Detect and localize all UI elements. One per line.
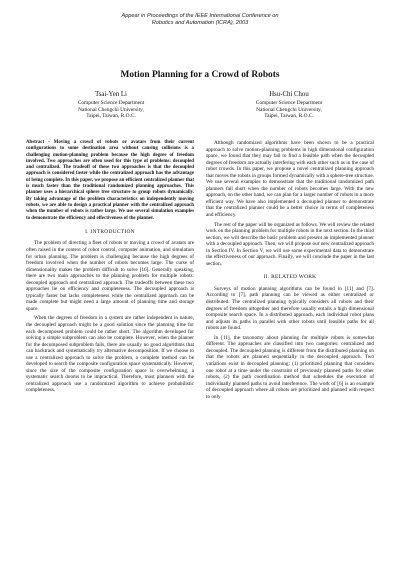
author-name: Hsu-Chi Chou <box>269 91 309 98</box>
venue-line-1: Appear in Proceedings of the IEEE International Conference on <box>121 13 279 19</box>
section-title-introduction: I. INTRODUCTION <box>85 228 135 235</box>
right-column <box>206 140 374 403</box>
author-name: Tsai-Yen Li <box>95 91 127 98</box>
paper-title: Motion Planning for a Crowd of Robots <box>120 70 280 80</box>
abstract-text: Abstract - Moving a crowd of robots or avatars from their current configurations to some destination area without causing collisions is a challenging motion-planning problem because the high degree of freedom involved. Two approaches are often used for this type of problems: decoupled and centralized. The tradeoff of these two approaches is that the decoupled approach is considered faster while the centralized approach has the advantage of being complete. In this paper, we propose an efficient centralized planner that is much faster than the traditional randomized planning approaches. This planner uses a hierarchical sphere tree structure to group robots dynamically. By taking advantage of the problem characteristics on independently moving robots, we are able to design a practical planner with the centralized approach when the number of robots is rather large. We use several simulation examples to demonstrate the efficiency and effectiveness of the planner. <box>26 140 194 221</box>
section-title-related-work: II. RELATED WORK <box>263 274 317 281</box>
abstract <box>26 140 194 222</box>
author-block <box>36 92 364 120</box>
left-column <box>26 140 194 403</box>
paragraph: When the degrees of freedom in a system are rather independent in nature, the decoupled approach might be a good solution since the planning time for each decomposed problem could be rather short. The algorithm developed for solving a simple subproblem can also be complete. However, when the planner for the decomposed subproblem fails, there are usually no good algorithms that can backtrack and systematically try alternative decomposition. If we choose to use a centralized approach to solve the problem, a complete method can be developed to search the composite configuration space systematically. However, since the size of the composite configuration space is overwhelming, a systematic search dooms to be impractical. Therefore, most planners with the centralized approach use a randomized algorithm to achieve probabilistic completeness. <box>26 315 194 394</box>
author-univ: National Chengchi University, <box>256 106 322 113</box>
venue-header <box>0 13 400 27</box>
paragraph: Surveys of motion planning algorithms can be found in [11] and [7]. According to [7], path planning can be viewed as either centralized or distributed. The centralized planning typically considers all robots and their degrees of freedom altogether and therefore usually entails a high dimensional composite search space. In a distributed approach, each individual robot plans and adjusts its paths in parallel with other robots until feasible paths for all robots are found. <box>206 285 374 332</box>
author-2 <box>214 92 364 120</box>
paragraph: In [11], the taxonomy about planning for multiple robots is somewhat different. The approaches are classified into two categories: centralized and decoupled. The decoupled planning is different from the distributed planning on that the robots are planned sequentially in the decoupled approach. Two variations exist in decoupled planning: (1) prioritized planning that considers one robot at a time under the constraint of previously planned paths for other robots, (2) the path coordination method that schedules the execution of individually planned paths to avoid interference. The work of [6] is an example of decoupled approach where all robots are prioritized and planned with respect to only <box>206 334 374 400</box>
paragraph: Although randomized algorithms have been shown to be a practical approach to solve motion-planning problems in high dimensional configuration space, we found that they may fail to find a feasible path when the decoupled degrees of freedom are actually interfering with each other such as in the case of robot crowds. In this paper, we propose a novel centralized planning approach that moves the robots in groups formed dynamically with a sphere-tree structure. We use several examples to demonstrate that the traditional randomized path planners fall short when the number of robots becomes large. With the new approach, on the other hand, we can plan for a larger number of robots in a more efficient way. We have also implemented a decoupled planner to demonstrate that the centralized planner could be a better choice in terms of completeness and efficiency. <box>206 140 374 219</box>
author-location: Taipei, Taiwan, R.O.C. <box>86 113 136 120</box>
paragraph: The rest of the paper will be organized as follows. We will review the related work on the planning problem for multiple robots in the next section. In the third section, we will describe the basic problem and present an implemented planner with a decoupled approach. Then, we will propose our new centralized approach in Section IV. In Section V, we will use some experimental data to demonstrate the effectiveness of our approach. Finally, we will conclude the paper in the last section. <box>206 221 374 267</box>
author-dept: Computer Science Department <box>255 99 323 106</box>
author-dept: Computer Science Department <box>77 99 145 106</box>
author-location: Taipei, Taiwan, R.O.C. <box>264 113 314 120</box>
body-columns <box>26 140 374 403</box>
venue-line-2: Robotics and Automation (ICRA), 2003 <box>151 20 249 26</box>
author-1 <box>36 92 186 120</box>
author-univ: National Chengchi University, <box>78 106 144 113</box>
paragraph: The problem of directing a fleet of robots or moving a crowd of avatars are often raised in the context of robot control, computer animation, and simulation for urban planning. The problem is challenging because the high degrees of freedom involved when the number of robots becomes large. The curse of dimensionality makes the problem difficult to solve [16]. Generally speaking, there are two main approaches to the planning problem for multiple robots: decoupled approach and centralized approach. The tradeoffs between these two approaches lie on efficiency and completeness. The decoupled approach is typically faster but lacks completeness while the centralized approach can be made complete but might need a large amount of planning time and storage space. <box>26 240 194 312</box>
